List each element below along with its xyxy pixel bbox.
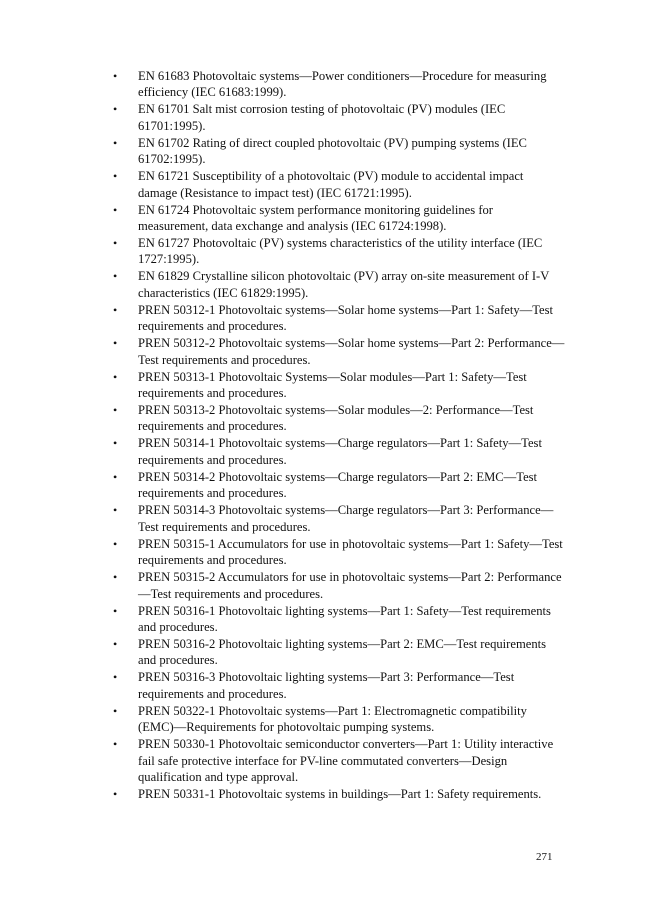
standard-text: PREN 50316-2 Photovoltaic lighting systems—Part 2: EMC—Test requirements and procedures. <box>138 636 547 668</box>
standard-list-item <box>113 235 565 268</box>
standard-text: EN 61727 Photovoltaic (PV) systems characteristics of the utility interface (IEC 1727:1995). <box>138 236 543 267</box>
standard-list-item <box>113 536 565 569</box>
bullet-icon: • <box>113 135 118 150</box>
bullet-icon: • <box>113 786 118 801</box>
standard-list-item <box>113 168 565 201</box>
standard-text: PREN 50316-1 Photovoltaic lighting systems—Part 1: Safety—Test requirements and procedures. <box>138 603 551 634</box>
standard-text: PREN 50316-3 Photovoltaic lighting systems—Part 3: Performance—Test requirements and procedures. <box>138 670 515 701</box>
standard-list-item <box>113 335 565 368</box>
standard-text: PREN 50314-3 Photovoltaic systems—Charge regulators—Part 3: Performance—Test requirements and procedures. <box>138 503 554 534</box>
standard-text: EN 61829 Crystalline silicon photovoltaic (PV) array on-site measurement of I-V characteristics (IEC 61829:1995). <box>138 269 550 300</box>
standard-list-item <box>113 469 565 502</box>
standard-list-item <box>113 101 565 134</box>
standard-text: PREN 50315-2 Accumulators for use in photovoltaic systems—Part 2: Performance—Test requirements and procedures. <box>138 570 562 601</box>
standard-list-item <box>113 135 565 168</box>
standard-list-item <box>113 302 565 335</box>
bullet-icon: • <box>113 436 118 451</box>
standard-text: PREN 50330-1 Photovoltaic semiconductor converters—Part 1: Utility interactive fail safe protective interface for PV-line commutated converters—Design qualification and type approval. <box>138 737 554 784</box>
standard-text: PREN 50314-2 Photovoltaic systems—Charge regulators—Part 2: EMC—Test requirements and procedures. <box>138 469 538 501</box>
standard-text: EN 61721 Susceptibility of a photovoltaic (PV) module to accidental impact damage (Resistance to impact test) (IEC 61721:1995). <box>138 169 524 200</box>
bullet-icon: • <box>113 570 118 585</box>
standard-text: PREN 50313-1 Photovoltaic Systems—Solar modules—Part 1: Safety—Test requirements and procedures. <box>138 369 527 401</box>
standard-text: PREN 50322-1 Photovoltaic systems—Part 1: Electromagnetic compatibility (EMC)—Requirements for photovoltaic pumping systems. <box>138 703 527 735</box>
standard-text: EN 61702 Rating of direct coupled photovoltaic (PV) pumping systems (IEC 61702:1995). <box>138 135 527 167</box>
bullet-icon: • <box>113 202 118 217</box>
bullet-icon: • <box>113 403 118 418</box>
standards-list <box>113 68 565 803</box>
standard-text: EN 61724 Photovoltaic system performance monitoring guidelines for measurement, data exchange and analysis (IEC 61724:1998). <box>138 202 494 234</box>
standard-list-item <box>113 603 565 636</box>
standard-list-item <box>113 68 565 101</box>
bullet-icon: • <box>113 269 118 284</box>
standard-list-item <box>113 786 565 802</box>
standard-text: EN 61683 Photovoltaic systems—Power conditioners—Procedure for measuring efficiency (IEC 61683:1999). <box>138 69 547 100</box>
standard-list-item <box>113 268 565 301</box>
standard-list-item <box>113 669 565 702</box>
standard-list-item <box>113 703 565 736</box>
standard-list-item <box>113 435 565 468</box>
standard-text: EN 61701 Salt mist corrosion testing of photovoltaic (PV) modules (IEC 61701:1995). <box>138 102 506 133</box>
standard-text: PREN 50313-2 Photovoltaic systems—Solar modules—2: Performance—Test requirements and procedures. <box>138 403 534 434</box>
standard-list-item <box>113 736 565 785</box>
standard-text: PREN 50315-1 Accumulators for use in photovoltaic systems—Part 1: Safety—Test requirements and procedures. <box>138 536 563 568</box>
bullet-icon: • <box>113 369 118 384</box>
bullet-icon: • <box>113 636 118 651</box>
bullet-icon: • <box>113 236 118 251</box>
bullet-icon: • <box>113 69 118 83</box>
bullet-icon: • <box>113 336 118 351</box>
standard-list-item <box>113 202 565 235</box>
bullet-icon: • <box>113 169 118 184</box>
standard-text: PREN 50314-1 Photovoltaic systems—Charge regulators—Part 1: Safety—Test requirements and procedures. <box>138 436 542 467</box>
standard-list-item <box>113 402 565 435</box>
standard-list-item <box>113 369 565 402</box>
bullet-icon: • <box>113 469 118 484</box>
bullet-icon: • <box>113 503 118 518</box>
bullet-icon: • <box>113 670 118 685</box>
bullet-icon: • <box>113 302 118 317</box>
bullet-icon: • <box>113 703 118 718</box>
standard-text: PREN 50312-2 Photovoltaic systems—Solar home systems—Part 2: Performance—Test requirements and procedures. <box>138 336 565 367</box>
bullet-icon: • <box>113 536 118 551</box>
standard-text: PREN 50312-1 Photovoltaic systems—Solar home systems—Part 1: Safety—Test requirements and procedures. <box>138 302 554 334</box>
page-number: 271 <box>536 851 553 863</box>
standard-list-item <box>113 569 565 602</box>
bullet-icon: • <box>113 603 118 618</box>
standard-list-item <box>113 502 565 535</box>
bullet-icon: • <box>113 737 118 752</box>
standard-text: PREN 50331-1 Photovoltaic systems in buildings—Part 1: Safety requirements. <box>138 786 542 801</box>
standard-list-item <box>113 636 565 669</box>
bullet-icon: • <box>113 102 118 117</box>
